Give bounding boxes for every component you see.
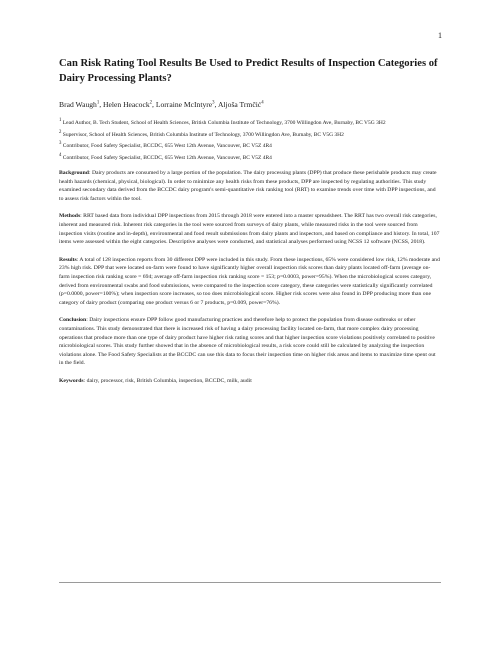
author-sup: 4	[261, 100, 264, 106]
background-section	[59, 169, 441, 203]
author-sup: 2	[149, 100, 153, 106]
results-text: : A total of 128 inspection reports from 30 different DPP were included in this study. From these inspections, 65% were considered low risk, 12% moderate and 23% high risk. DPP that were located on-farm were found to have significantly higher overall inspection risk scores than dairy plants located off-farm (average on-farm inspection risk ranking score = 694; average off-farm inspection risk ranking score = 153; p=0.0003, power=95%). When the microbiological scores category, derived from environmental swabs and food submissions, were compared to the inspection score category, these categories were statistically significantly correlated (p=0.0000, power=100%); when inspection score increases, so too does microbiological score. Higher risk scores were also found in DPP producing more than one category of dairy product (comparing one product versus 6 or 7 products, p=0.009, power=76%).	[59, 256, 440, 306]
background-heading: Background	[59, 170, 89, 176]
keywords-section	[59, 377, 441, 386]
affiliation-text: Contributor, Food Safety Specialist, BCCDC, 655 West 12th Avenue, Vancouver, BC V5Z 4R4	[62, 154, 272, 161]
author-name: Aljoša Trmčić	[217, 100, 262, 109]
affiliation-text: Supervisor, School of Health Sciences, British Columbia Institute of Technology, 3700 Willingdon Ave, Burnaby, BC V5G 3H2	[62, 131, 344, 138]
page-number: 1	[438, 31, 442, 40]
methods-heading: Methods	[59, 213, 81, 220]
conclusion-section	[59, 316, 441, 368]
background-text: : Dairy products are consumed by a large portion of the population. The dairy processing plants (DPP) that produce these perishable products may create health hazards (chemical, physical, biological). In order to minimize any health risks from these products, DPP are inspected by regulating authorities. This study examined secondary data derived from the BCCDC dairy program's semi-quantitative risk ranking tool (RRT) to examine trends over time with DPP inspections, and to assess risk factors within the tool.	[59, 170, 437, 202]
affiliation-sup: 2	[59, 129, 62, 135]
paper-title: Can Risk Rating Tool Results Be Used to Predict Results of Inspection Categories of Dairy Processing Plants?	[59, 58, 438, 84]
affiliation	[59, 154, 441, 163]
author-sup: 1	[96, 100, 100, 106]
results-section	[59, 256, 441, 308]
conclusion-heading: Conclusion	[59, 317, 87, 324]
affiliation	[59, 142, 441, 151]
author-list: Brad Waugh$^1$, Helen Heacock$^2$, Lorraine McIntyre$^3$, Aljoša Trmčić$^4$	[59, 100, 264, 109]
conclusion-text: : Dairy inspections ensure DPP follow good manufacturing practices and therefore help to protect the population from disease outbreaks or other contaminations. This study demonstrated that there is increased risk of having a dairy processing facility located on-farm, that more complex dairy processing operations that produce more than one type of dairy product have higher risk rating scores and that higher inspection score violations positively correlated to positive microbiological scores. This study further showed that in the absence of microbiological results, a risk score could still be calculated by analyzing the inspection violations alone. The Food Safety Specialists at the BCCDC can use this data to focus their inspection time on higher risk areas and items to maximize time spent out in the field.	[59, 317, 436, 367]
affiliation	[59, 131, 441, 140]
author-name: Brad Waugh	[59, 100, 97, 109]
affiliation-sup: 4	[59, 152, 62, 158]
author-name: Helen Heacock	[103, 100, 150, 109]
keywords-text: : dairy, processor, risk, British Columbia, inspection, BCCDC, milk, audit	[83, 377, 252, 384]
author-sup: 3	[212, 100, 215, 106]
author-name: Lorraine McIntyre	[155, 100, 213, 109]
affiliation-sup: 1	[59, 118, 62, 124]
footer-divider	[59, 582, 441, 583]
methods-text: : RRT based data from individual DPP inspections from 2015 through 2018 were entered into a master spreadsheet. The RRT has two overall risk categories, inherent and measured risk. Inherent risk categories in the tool were sourced from surveys of dairy plants, while measured risks in the tool were sourced from inspection visits (routine and in-depth), environmental and food result submissions from dairy plants and inspectors, and based on compliance and history. In total, 107 items were assessed within the eight categories. Descriptive analyses were conducted, and statistical analyses performed using NCSS 12 software (NCSS, 2018).	[59, 213, 440, 246]
affiliation-text: Contributor, Food Safety Specialist, BCCDC, 655 West 12th Avenue, Vancouver, BC V5Z 4R4	[62, 143, 272, 149]
paper-body	[59, 56, 441, 385]
affiliation-sup: 3	[59, 141, 62, 147]
results-heading: Results	[59, 256, 77, 263]
keywords-heading: Keywords	[59, 377, 84, 384]
affiliations	[59, 119, 441, 162]
affiliation-text: Lead Author, B. Tech Student, School of Health Sciences, British Columbia Institute of Technology, 3700 Willingdon Ave, Burnaby, BC V5G 3H2	[62, 120, 386, 126]
affiliation	[59, 119, 441, 128]
methods-section	[59, 212, 441, 246]
